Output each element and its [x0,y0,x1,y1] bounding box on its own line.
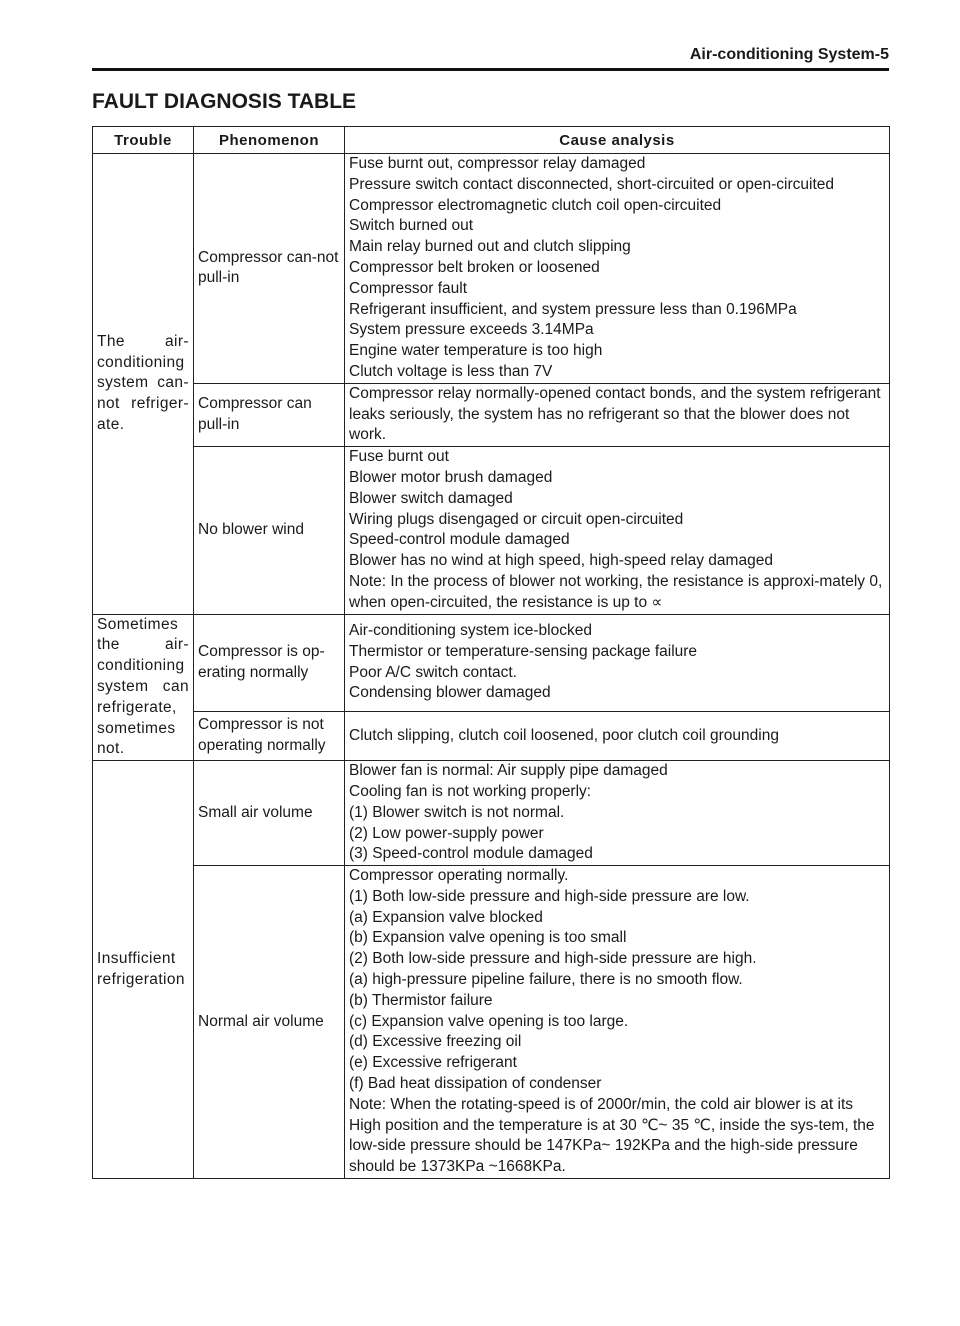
phenomenon-cell: Compressor is op-erating normally [194,614,345,711]
column-header-cause-analysis: Cause analysis [345,127,890,154]
cause-line: (3) Speed-control module damaged [349,845,593,863]
cause-line: Compressor belt broken or loosened [349,258,600,276]
cause-line: Wiring plugs disengaged or circuit open-circuited [349,510,684,528]
cause-line: Fuse burnt out, compressor relay damaged [349,155,646,172]
table-header-row [93,127,890,154]
fault-diagnosis-table [92,126,890,1179]
trouble-cell: Insufficient refrigeration [93,761,194,1179]
cause-line: Switch burned out [349,217,474,235]
cause-line: (b) Thermistor failure [349,991,493,1009]
cause-line: Refrigerant insufficient, and system pressure less than 0.196MPa [349,300,797,318]
phenomenon-cell: Compressor can pull-in [194,383,345,446]
cause-line: Compressor relay normally-opened contact bonds, and the system refrigerant leaks seriously, the system has no refrigerant so that the blower does not work. [349,384,881,444]
cause-line: (1) Blower switch is not normal. [349,803,565,821]
cause-line: Blower motor brush damaged [349,468,553,486]
cause-line: Condensing blower damaged [349,684,551,702]
cause-cell [345,761,890,866]
phenomenon-cell: No blower wind [194,447,345,614]
cause-line: Blower switch damaged [349,489,513,507]
running-title: Air-conditioning System-5 [689,46,889,63]
cause-line: (1) Both low-side pressure and high-side pressure are low. [349,887,750,905]
table-row [93,447,890,614]
column-header-phenomenon: Phenomenon [194,127,345,154]
page-title: FAULT DIAGNOSIS TABLE [92,90,357,113]
table-row [93,614,890,711]
cause-line: Note: In the process of blower not working, the resistance is approxi-mately 0, when open-circuited, the resistance is up to ∝ [349,572,883,611]
table-row [93,761,890,866]
phenomenon-cell: Small air volume [194,761,345,866]
cause-line: System pressure exceeds 3.14MPa [349,321,594,339]
cause-line: Engine water temperature is too high [349,342,603,360]
cause-line: Poor A/C switch contact. [349,663,517,681]
cause-cell [345,383,890,446]
cause-line: (a) high-pressure pipeline failure, there is no smooth flow. [349,971,743,989]
cause-line: Speed-control module damaged [349,531,570,549]
cause-cell [345,711,890,760]
cause-line: Cooling fan is not working properly: [349,782,592,800]
cause-cell [345,154,890,384]
cause-line: Compressor electromagnetic clutch coil open-circuited [349,196,722,214]
cause-line: (2) Low power-supply power [349,824,544,842]
cause-line: Clutch slipping, clutch coil loosened, poor clutch coil grounding [349,726,779,744]
phenomenon-cell: Normal air volume [194,866,345,1179]
cause-line: Note: When the rotating-speed is of 2000r/min, the cold air blower is at its High position and the temperature is at 30 ℃~ 35 ℃, inside the sys-tem, the low-side pressure should be 147KPa~ 192KPa and the high-side pressure should be 1373KPa ~1668KPa. [349,1095,875,1176]
cause-line: (d) Excessive freezing oil [349,1033,522,1051]
table-row [93,866,890,1179]
cause-line: (a) Expansion valve blocked [349,908,543,926]
cause-cell [345,614,890,711]
cause-line: Blower fan is normal: Air supply pipe damaged [349,762,668,780]
cause-line: Air-conditioning system ice-blocked [349,622,592,640]
column-header-trouble: Trouble [93,127,194,154]
cause-line: (b) Expansion valve opening is too small [349,929,627,947]
cause-cell [345,447,890,614]
cause-line: Blower has no wind at high speed, high-speed relay damaged [349,552,773,570]
cause-line: Fuse burnt out [349,448,449,466]
running-head [92,44,889,71]
cause-line: (2) Both low-side pressure and high-side pressure are high. [349,950,757,968]
cause-line: (c) Expansion valve opening is too large. [349,1012,629,1030]
cause-line: Compressor fault [349,279,468,297]
table-row [93,711,890,760]
table-row [93,383,890,446]
trouble-cell: Sometimes the air-conditioning system can refrigerate, sometimes not. [93,614,194,761]
cause-line: Compressor operating normally. [349,867,569,885]
cause-line: Pressure switch contact disconnected, short-circuited or open-circuited [349,175,835,193]
phenomenon-cell: Compressor is not operating normally [194,711,345,760]
trouble-cell: The air-conditioning system can-not refriger-ate. [93,154,194,615]
cause-line: (f) Bad heat dissipation of condenser [349,1075,602,1093]
table-row [93,154,890,384]
phenomenon-cell: Compressor can-not pull-in [194,154,345,384]
cause-cell [345,866,890,1179]
cause-line: Clutch voltage is less than 7V [349,362,553,380]
cause-line: Thermistor or temperature-sensing package failure [349,642,698,660]
cause-line: Main relay burned out and clutch slipping [349,238,631,256]
cause-line: (e) Excessive refrigerant [349,1054,517,1072]
